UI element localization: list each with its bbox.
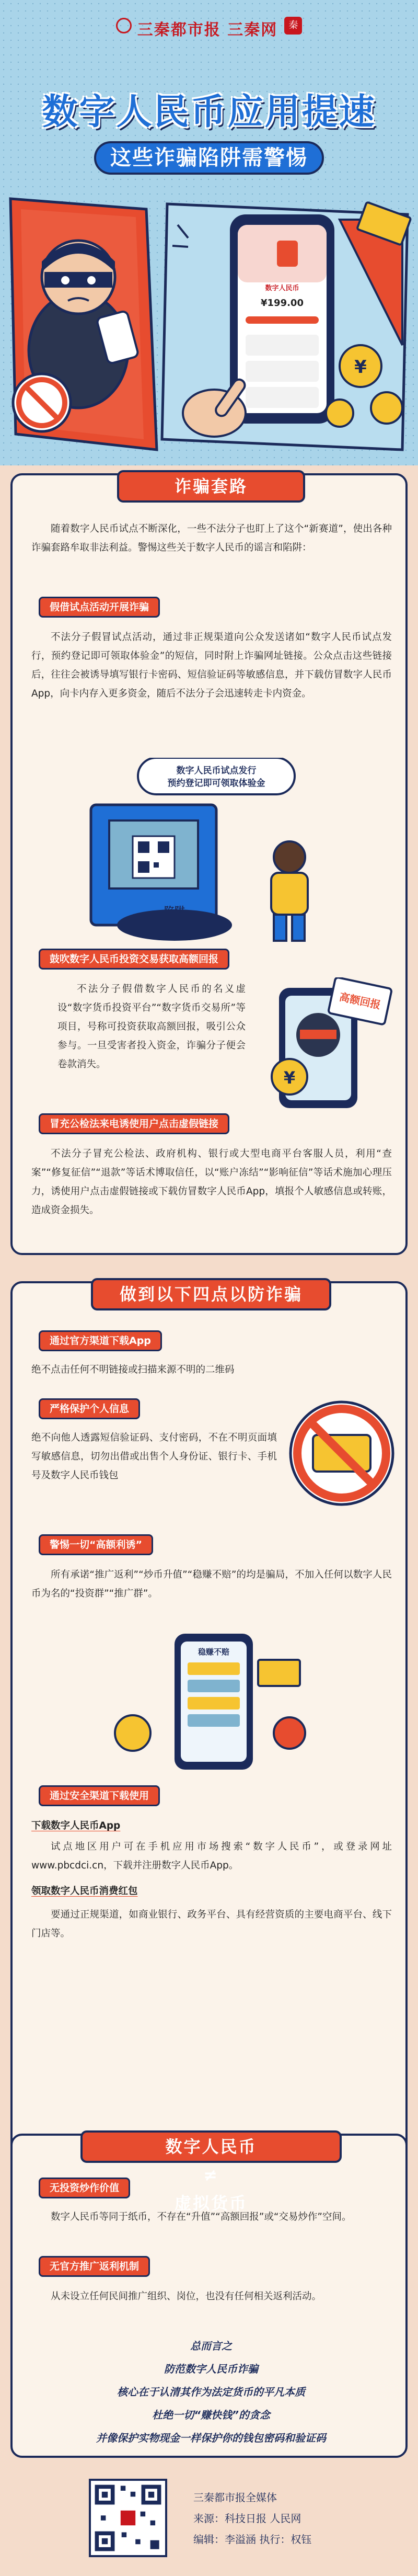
not-virtual-title bbox=[83, 2133, 340, 2217]
summary-line-3: 核心在于认清其作为法定货币的平凡本质 bbox=[117, 2386, 305, 2398]
bubble-line-2: 预约登记即可领取体验金 bbox=[167, 778, 265, 789]
high-return-sign-label: 高额回报 bbox=[338, 990, 382, 1012]
download-app-title: 下载数字人民币App bbox=[31, 1820, 121, 1831]
red-packet-title: 领取数字人民币消费红包 bbox=[31, 1886, 138, 1897]
investment-group-illustration bbox=[101, 1628, 321, 1775]
phone-balance: ¥199.00 bbox=[261, 298, 304, 309]
summary-block bbox=[28, 2334, 394, 2449]
footer-publisher: 三秦都市报全媒体 bbox=[193, 2491, 277, 2504]
qr-code-icon[interactable] bbox=[89, 2479, 167, 2557]
summary-line-2: 防范数字人民币诈骗 bbox=[164, 2363, 258, 2375]
fact-text-no-investment: 数字人民币等同于纸币，不存在“升值”“高额回报”或“交易炒作”空间。 bbox=[51, 2212, 352, 2222]
trap-label: 陷阱 bbox=[164, 905, 185, 917]
scam-tactics-title: 诈骗套路 bbox=[174, 476, 248, 496]
summary-line-1: 总而言之 bbox=[190, 2340, 232, 2352]
tip-text-lure: 所有承诺“推广返利”“炒币升值”“稳赚不赔”的均是骗局，不加入任何以数字人民币为名的“投资群”“推广群”。 bbox=[31, 1569, 392, 1599]
tip-text-privacy: 绝不向他人透露短信验证码、支付密码，不在不明页面填写敏感信息，切勿出借或出售个人身份证、银行卡、手机号及数字人民币钱包 bbox=[31, 1432, 277, 1481]
coin-icon bbox=[115, 1715, 150, 1751]
prevention-card bbox=[10, 1281, 408, 2170]
scam-tactics-card bbox=[10, 473, 408, 1255]
red-packet-text: 要通过正规渠道，如商业银行、政务平台、具有经营资质的主要电商平台、线下门店等。 bbox=[31, 1909, 392, 1939]
title-digital-rmb: 数字人民币 bbox=[165, 2137, 257, 2157]
page-title: 数字人民币应用提速 bbox=[42, 92, 376, 133]
tip-label-safe-channel: 通过安全渠道下载使用 bbox=[39, 1785, 160, 1806]
tip-text-official: 绝不点击任何不明链接或扫描来源不明的二维码 bbox=[31, 1364, 235, 1375]
fact-label-no-rebate: 无官方推广返利机制 bbox=[39, 2256, 150, 2277]
banknote-icon bbox=[258, 1660, 300, 1686]
tip-label-lure: 警惕一切“高额利诱” bbox=[39, 1534, 153, 1555]
coin-stack-icon bbox=[272, 1059, 307, 1095]
footer bbox=[0, 2468, 418, 2576]
atm-icon bbox=[91, 805, 216, 925]
hero-illustration bbox=[0, 188, 418, 460]
no-sharing-illustration bbox=[284, 1396, 399, 1511]
scam-text-impersonate: 不法分子冒充公检法、政府机构、银行或大型电商平台客服人员，利用“查案”“修复征信”“退款”等话术博取信任，以“账户冻结”“影响征信”等话术施加心理压力，诱使用户点击虚假链接或下载仿冒数字人民币App，填报个人敏感信息或转账，造成资金损失。 bbox=[31, 1148, 392, 1216]
title-virtual-currency: 虚拟货币 bbox=[174, 2193, 248, 2213]
footer-source: 来源：科技日报 人民网 bbox=[193, 2512, 301, 2525]
masked-scammer-icon bbox=[296, 1013, 340, 1057]
phone-icon bbox=[230, 214, 334, 424]
title-neq: ≠ bbox=[203, 2165, 219, 2185]
prevention-header bbox=[91, 1278, 331, 1310]
tip-label-official: 通过官方渠道下载App bbox=[39, 1330, 162, 1351]
not-virtual-currency-card bbox=[10, 2134, 408, 2458]
scam-intro-text: 随着数字人民币试点不断深化，一些不法分子也盯上了这个“新赛道”，使出各种诈骗套路牟取非法利益。警惕这些关于数字人民币的谣言和陷阱： bbox=[31, 523, 392, 553]
subtitle-banner bbox=[94, 141, 324, 175]
person-icon bbox=[271, 841, 308, 941]
tip-label-privacy: 严格保护个人信息 bbox=[39, 1398, 140, 1419]
summary-line-5: 并像保护实物现金一样保护你的钱包密码和验证码 bbox=[96, 2432, 326, 2444]
download-app-text: 试点地区用户可在手机应用市场搜索“数字人民币”，或登录网址www.pbcdci.cn，下载并注册数字人民币App。 bbox=[31, 1841, 392, 1871]
svg-text:¥: ¥ bbox=[354, 357, 367, 378]
alert-icon bbox=[274, 1717, 305, 1749]
prevention-title: 做到以下四点以防诈骗 bbox=[119, 1284, 303, 1304]
fraud-phone-illustration bbox=[253, 977, 394, 1113]
bubble-line-1: 数字人民币试点发行 bbox=[176, 766, 257, 776]
brand-name: 三秦都市报 三秦网 bbox=[137, 21, 278, 39]
summary-line-4: 杜绝一切“赚快钱”的贪念 bbox=[152, 2409, 270, 2421]
scam-text-fake-trial: 不法分子假冒试点活动，通过非正规渠道向公众发送诸如“数字人民币试点发行，预约登记即可领取体验金”的短信，同时附上诈骗网址链接。公众点击这些链接后，往往会被诱导填写银行卡密码、短信验证码等敏感信息，并下载仿冒数字人民币App，向卡内存入更多资金，随后不法分子会迅速转走卡内资金。 bbox=[31, 632, 392, 699]
brand-seal-icon: 秦 bbox=[284, 17, 302, 35]
phone-app-label: 数字人民币 bbox=[265, 284, 299, 292]
trap-illustration bbox=[70, 758, 363, 946]
page-subtitle: 这些诈骗陷阱需警惕 bbox=[110, 146, 308, 170]
coin-symbol: ¥ bbox=[283, 1068, 296, 1088]
scam-label-impersonate: 冒充公检法来电诱使用户点击虚假链接 bbox=[39, 1113, 229, 1134]
prohibited-icon bbox=[13, 374, 71, 431]
brand-header bbox=[0, 17, 418, 40]
scam-label-fake-trial: 假借试点活动开展诈骗 bbox=[39, 597, 160, 618]
fact-text-no-rebate: 从未设立任何民间推广组织、岗位，也没有任何相关返利活动。 bbox=[51, 2291, 322, 2302]
brand-logo-icon bbox=[116, 18, 132, 33]
footer-editor: 编辑：李溢涵 执行：权钰 bbox=[193, 2533, 312, 2546]
scam-text-high-return: 不法分子假借数字人民币的名义虚设“数字货币投资平台”“数字货币交易所”等项目，号称可投资获取高额回报，吸引公众参与。一旦受害者投入资金，诈骗分子便会卷款消失。 bbox=[57, 984, 246, 1070]
hero-banner bbox=[0, 0, 418, 465]
fact-label-no-investment: 无投资炒作价值 bbox=[39, 2178, 130, 2198]
scam-label-high-return: 鼓吹数字人民币投资交易获取高额回报 bbox=[39, 949, 229, 970]
phone-screen-label: 稳赚不赔 bbox=[198, 1647, 230, 1657]
scam-tactics-header bbox=[117, 470, 305, 503]
